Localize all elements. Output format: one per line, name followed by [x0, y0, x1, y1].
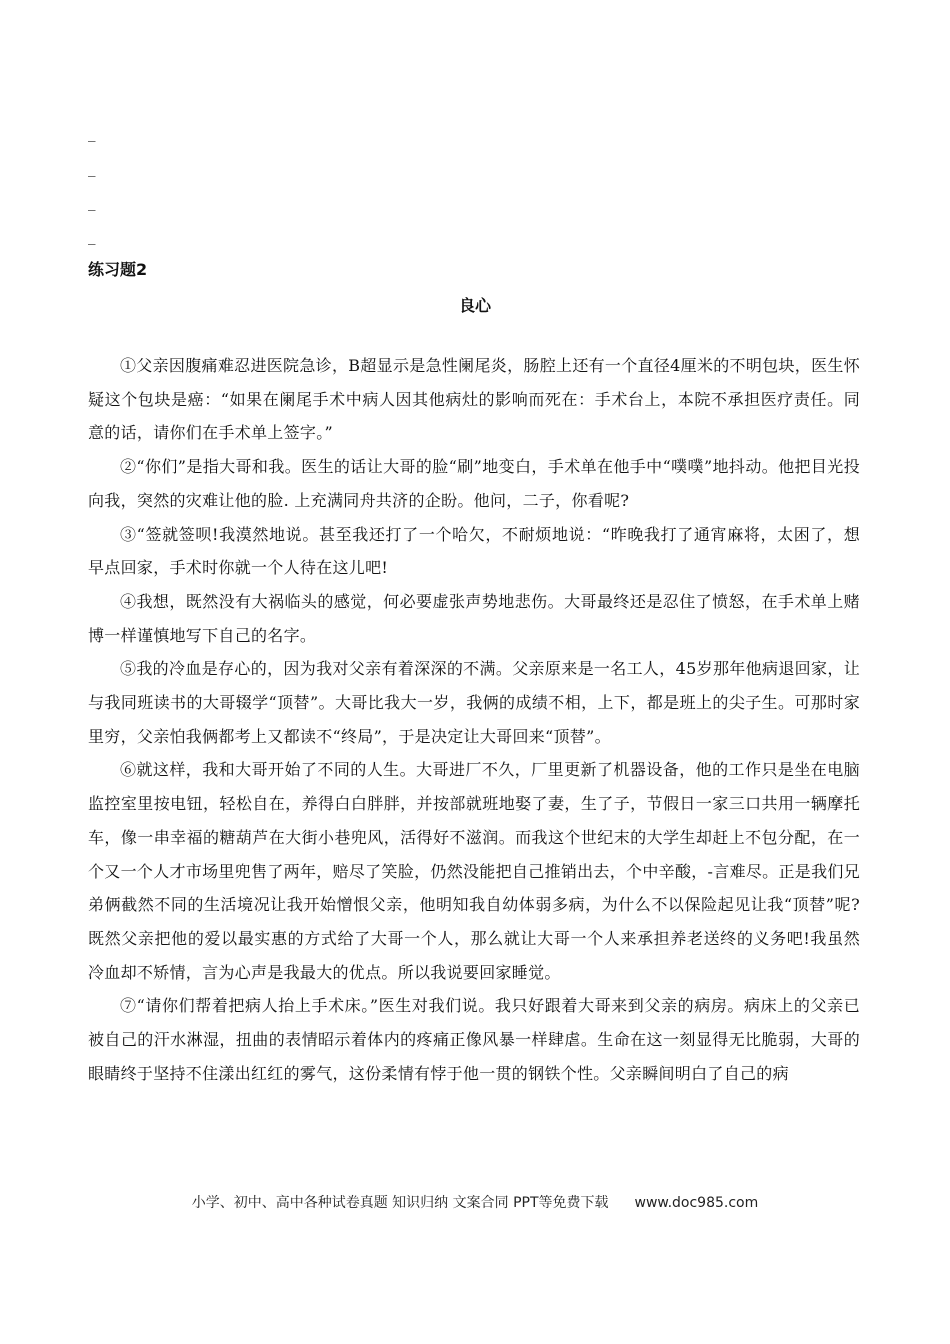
blank-line-4: _ [88, 227, 96, 245]
paragraph-6: ⑥就这样，我和大哥开始了不同的人生。大哥进厂不久，厂里更新了机器设备，他的工作只是坐在电脑监控室里按电钮，轻松自在，养得白白胖胖，并按部就班地娶了妻，生了子，节假日一家三口共用一辆摩托车，像一串幸福的糖葫芦在大街小巷兜风，活得好不滋润。而我这个世纪末的大学生却赶上不包分配，在一个又一个人才市场里兜售了两年，赔尽了笑脸，仍然没能把自己推销出去，个中辛酸，-言难尽。正是我们兄弟俩截然不同的生活境况让我开始憎恨父亲，他明知我自幼体弱多病，为什么不以保险起见让我“顶替”呢?既然父亲把他的爱以最实惠的方式给了大哥一个人，那么就让大哥一个人来承担养老送终的义务吧!我虽然冷血却不矫情，言为心声是我最大的优点。所以我说要回家睡觉。 [88, 760, 860, 982]
article-body [88, 349, 860, 1090]
paragraph-4: ④我想，既然没有大祸临头的感觉，何必要虚张声势地悲伤。大哥最终还是忍住了愤怒，在手术单上赌博一样谨慎地写下自己的名字。 [88, 591, 860, 645]
paragraph-3: ③“签就签呗!我漠然地说。甚至我还打了一个哈欠，不耐烦地说：“昨晚我打了通宵麻将，太困了，想早点回家，手术时你就一个人待在这儿吧! [88, 524, 860, 578]
paragraph-2: ②“你们”是指大哥和我。医生的话让大哥的脸“刷”地变白，手术单在他手中“噗噗”地抖动。他把目光投向我，突然的灾难让他的脸. 上充满同舟共济的企盼。他问，二子，你看呢? [88, 457, 860, 510]
paragraph-1: ①父亲因腹痛难忍进医院急诊，B超显示是急性阑尾炎，肠腔上还有一个直径4厘米的不明包块，医生怀疑这个包块是癌：“如果在阑尾手术中病人因其他病灶的影响而死在：手术台上，本院不承担医疗责任。同意的话，请你们在手术单上签字。” [88, 356, 860, 443]
footer-site-link[interactable]: www.doc985.com [634, 1195, 759, 1211]
paragraph-7: ⑦“请你们帮着把病人抬上手术床。”医生对我们说。我只好跟着大哥来到父亲的病房。病床上的父亲已被自己的汗水淋湿，扭曲的表情昭示着体内的疼痛正像风暴一样肆虐。生命在这一刻显得无比脆弱，大哥的眼睛终于坚持不住漾出红红的雾气，这份柔情有悖于他一贯的钢铁个性。父亲瞬间明白了自己的病 [88, 996, 860, 1083]
footer-text: 小学、初中、高中各种试卷真题 知识归纳 文案合同 PPT等免费下载 [191, 1195, 609, 1211]
blank-line-1: _ [88, 124, 96, 142]
blank-line-2: _ [88, 159, 96, 177]
page-footer [0, 1192, 950, 1212]
article-title: 良心 [458, 296, 491, 315]
paragraph-5: ⑤我的冷血是存心的，因为我对父亲有着深深的不满。父亲原来是一名工人，45岁那年他病退回家，让与我同班读书的大哥辍学“顶替”。大哥比我大一岁，我俩的成绩不相，上下，都是班上的尖子生。可那时家里穷，父亲怕我俩都考上又都读不“终局”，于是决定让大哥回来“顶替”。 [88, 659, 860, 746]
blank-line-3: _ [88, 193, 96, 211]
section-title: 练习题2 [88, 260, 148, 279]
